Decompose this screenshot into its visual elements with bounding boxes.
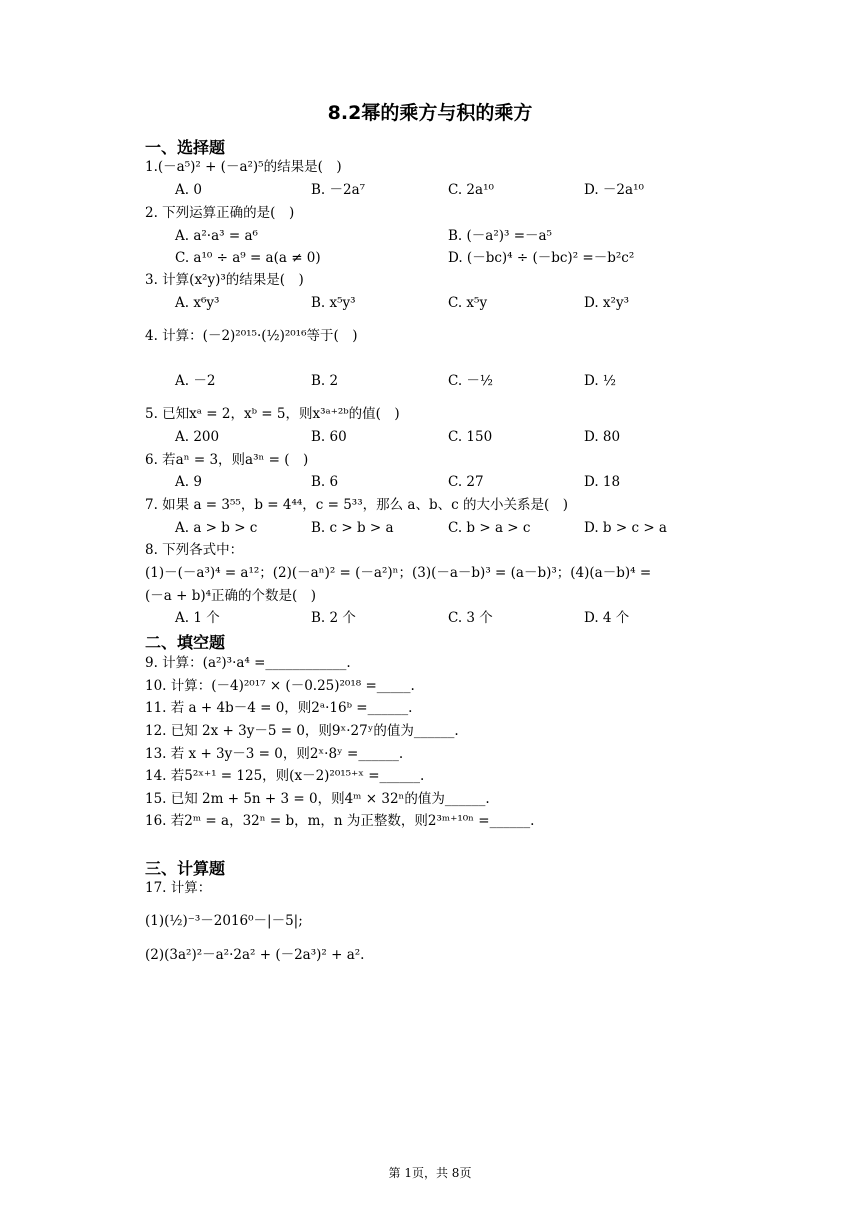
question-14: 14. 若5²ˣ⁺¹ = 125，则(x－2)²⁰¹⁵⁺ˣ =______.	[145, 768, 425, 784]
q7-option-c: C. b > a > c	[448, 520, 531, 536]
question-9: 9. 计算：(a²)³·a⁴ =____________.	[145, 655, 351, 671]
q7-option-a: A. a > b > c	[175, 520, 258, 536]
question-13: 13. 若 x + 3y－3 = 0，则2ˣ·8ʸ =______.	[145, 746, 404, 762]
question-8-stem: 8. 下列各式中：	[145, 542, 244, 558]
q8-option-a: A. 1 个	[175, 610, 220, 626]
q8-option-d: D. 4 个	[584, 610, 630, 626]
question-2-stem: 2. 下列运算正确的是( )	[145, 205, 295, 221]
question-3-stem: 3. 计算(x²y)³的结果是( )	[145, 272, 304, 288]
question-6-stem: 6. 若aⁿ = 3，则a³ⁿ = ( )	[145, 452, 309, 468]
q1-option-c: C. 2a¹⁰	[448, 182, 494, 198]
page-title: 8.2幂的乘方与积的乘方	[327, 102, 533, 124]
question-16: 16. 若2ᵐ = a，32ⁿ = b，m，n 为正整数，则2³ᵐ⁺¹⁰ⁿ =______.	[145, 813, 535, 829]
question-8-stem-line3: (－a + b)⁴正确的个数是( )	[145, 588, 317, 604]
q4-option-a: A. －2	[175, 373, 216, 389]
q1-option-a: A. 0	[175, 182, 202, 198]
page-footer: 第 1页，共 8页	[388, 1166, 472, 1180]
question-15: 15. 已知 2m + 5n + 3 = 0，则4ᵐ × 32ⁿ的值为______.	[145, 791, 490, 807]
section-calc-heading: 三、计算题	[145, 859, 226, 878]
section-fill-heading: 二、填空题	[145, 633, 226, 652]
q8-option-c: C. 3 个	[448, 610, 493, 626]
q2-option-c: C. a¹⁰ ÷ a⁹ = a(a ≠ 0)	[175, 250, 321, 266]
q5-option-d: D. 80	[584, 429, 621, 445]
q6-option-a: A. 9	[175, 474, 202, 490]
question-12: 12. 已知 2x + 3y－5 = 0，则9ˣ·27ʸ的值为______.	[145, 723, 459, 739]
question-17-part-1: (1)(½)⁻³－2016⁰－|－5|;	[145, 913, 303, 929]
section-choice-heading: 一、选择题	[145, 138, 226, 157]
question-17-part-2: (2)(3a²)²－a²·2a² + (－2a³)² + a².	[145, 947, 365, 963]
q3-option-d: D. x²y³	[584, 295, 629, 311]
q3-option-c: C. x⁵y	[448, 295, 488, 311]
q4-option-d: D. ½	[584, 373, 617, 389]
q3-option-a: A. x⁶y³	[175, 295, 220, 311]
q5-option-b: B. 60	[311, 429, 347, 445]
q2-option-b: B. (－a²)³ =－a⁵	[448, 228, 552, 244]
question-7-stem: 7. 如果 a = 3⁵⁵，b = 4⁴⁴，c = 5³³，那么 a、b、c 的大小关系是( )	[145, 497, 569, 513]
q4-option-b: B. 2	[311, 373, 339, 389]
q2-option-d: D. (－bc)⁴ ÷ (－bc)² =－b²c²	[448, 250, 635, 266]
q5-option-a: A. 200	[175, 429, 220, 445]
question-17-stem: 17. 计算：	[145, 880, 212, 896]
question-10: 10. 计算：(－4)²⁰¹⁷ × (－0.25)²⁰¹⁸ =_____.	[145, 678, 415, 694]
q6-option-d: D. 18	[584, 474, 621, 490]
question-8-stem-line2: (1)－(－a³)⁴ = a¹²；(2)(－aⁿ)² = (－a²)ⁿ；(3)(－a－b)³ = (a－b)³；(4)(a－b)⁴ =	[145, 565, 652, 581]
q7-option-b: B. c > b > a	[311, 520, 394, 536]
question-4-stem: 4. 计算：(－2)²⁰¹⁵·(½)²⁰¹⁶等于( )	[145, 328, 358, 344]
question-5-stem: 5. 已知xᵃ = 2，xᵇ = 5，则x³ᵃ⁺²ᵇ的值( )	[145, 406, 400, 422]
q1-option-d: D. －2a¹⁰	[584, 182, 644, 198]
q5-option-c: C. 150	[448, 429, 493, 445]
question-1-stem: 1.(－a⁵)² + (－a²)⁵的结果是( )	[145, 159, 342, 175]
question-11: 11. 若 a + 4b－4 = 0，则2ᵃ·16ᵇ =______.	[145, 700, 413, 716]
q4-option-c: C. －½	[448, 373, 494, 389]
q3-option-b: B. x⁵y³	[311, 295, 356, 311]
q1-option-b: B. －2a⁷	[311, 182, 366, 198]
q2-option-a: A. a²·a³ = a⁶	[175, 228, 258, 244]
q7-option-d: D. b > c > a	[584, 520, 667, 536]
q8-option-b: B. 2 个	[311, 610, 356, 626]
q6-option-c: C. 27	[448, 474, 484, 490]
q6-option-b: B. 6	[311, 474, 339, 490]
